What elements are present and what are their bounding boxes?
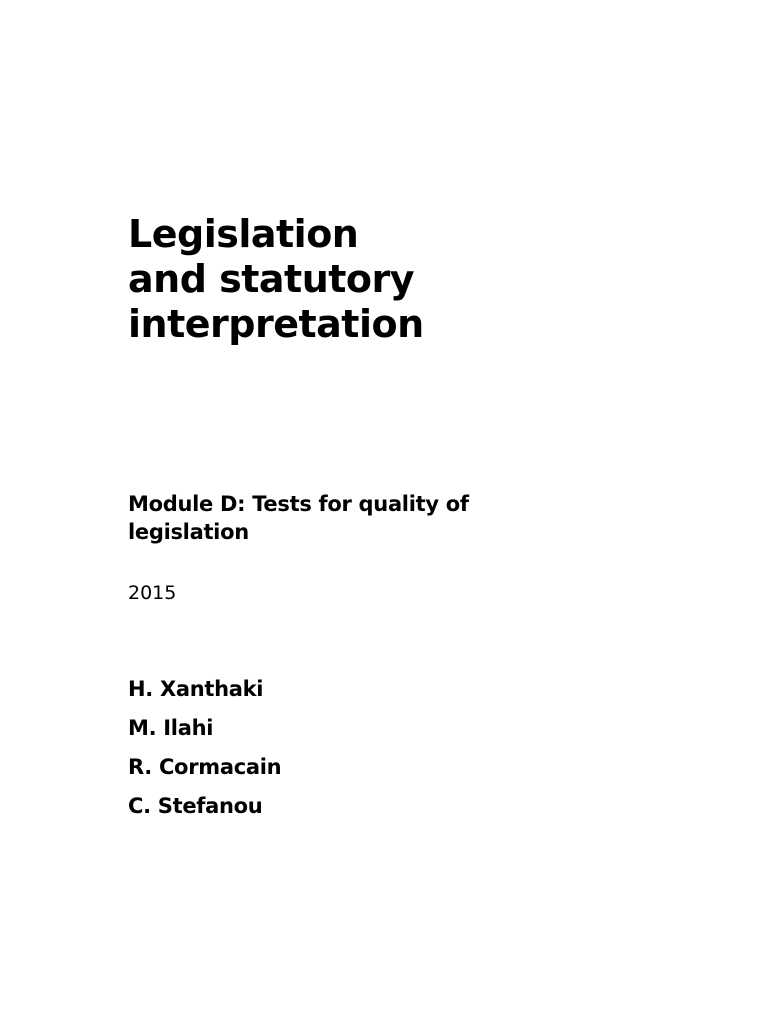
subtitle-line: Module D: Tests for quality of	[128, 492, 469, 516]
title-line: Legislation	[128, 212, 359, 256]
author-list	[128, 670, 528, 826]
title-line: and statutory	[128, 257, 415, 301]
title-line: interpretation	[128, 302, 424, 346]
author-name: H. Xanthaki	[128, 677, 264, 701]
author-name: R. Cormacain	[128, 755, 282, 779]
document-title	[128, 212, 688, 347]
module-subtitle	[128, 490, 568, 546]
author-name: M. Ilahi	[128, 716, 214, 740]
subtitle-line: legislation	[128, 520, 249, 544]
publication-year: 2015	[128, 582, 177, 604]
author-name: C. Stefanou	[128, 794, 263, 818]
